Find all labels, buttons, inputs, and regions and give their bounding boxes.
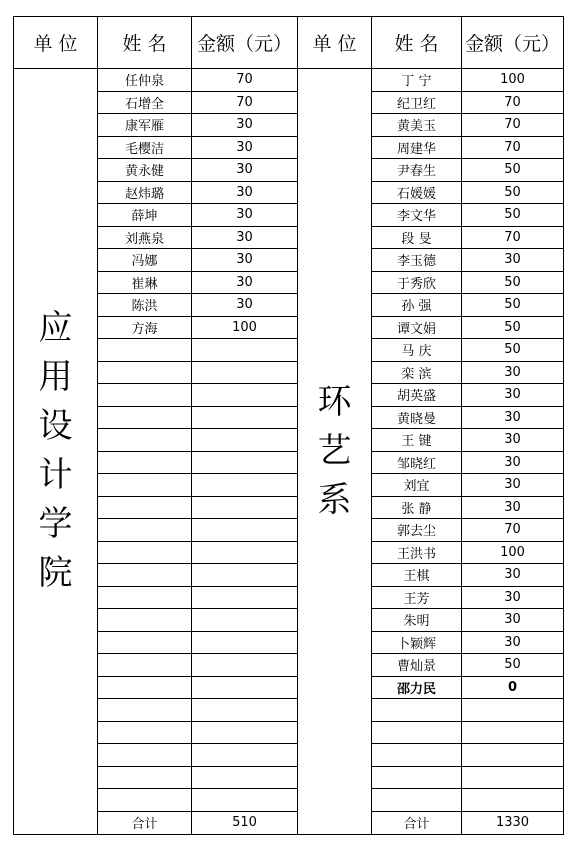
right-amount-cell: 50 [462, 654, 564, 677]
unit-right-label: 环艺系 [317, 381, 352, 520]
right-name-cell [372, 699, 462, 722]
left-name-cell: 薛坤 [98, 204, 192, 227]
left-name-cell [98, 564, 192, 587]
right-amount-cell: 70 [462, 91, 564, 114]
right-name-cell: 王洪书 [372, 541, 462, 564]
left-name-cell: 黄永健 [98, 159, 192, 182]
right-name-cell: 王 键 [372, 429, 462, 452]
left-total-amount: 510 [192, 811, 298, 834]
right-name-cell: 胡英盛 [372, 384, 462, 407]
left-name-cell [98, 766, 192, 789]
left-name-cell: 陈洪 [98, 294, 192, 317]
right-amount-cell: 30 [462, 406, 564, 429]
left-amount-cell [192, 451, 298, 474]
left-amount-cell: 30 [192, 249, 298, 272]
left-name-cell [98, 451, 192, 474]
table-body [14, 69, 564, 835]
left-amount-cell [192, 564, 298, 587]
right-name-cell: 王棋 [372, 564, 462, 587]
left-name-cell: 崔琳 [98, 271, 192, 294]
right-amount-cell: 50 [462, 294, 564, 317]
right-amount-cell: 50 [462, 159, 564, 182]
right-name-cell: 王芳 [372, 586, 462, 609]
right-amount-cell: 70 [462, 519, 564, 542]
right-amount-cell: 100 [462, 541, 564, 564]
left-amount-cell: 70 [192, 69, 298, 92]
right-total-amount: 1330 [462, 811, 564, 834]
left-name-cell [98, 609, 192, 632]
left-name-cell: 毛樱洁 [98, 136, 192, 159]
right-name-cell: 栾 滨 [372, 361, 462, 384]
right-name-cell: 卜颖辉 [372, 631, 462, 654]
right-amount-cell: 30 [462, 609, 564, 632]
header-unit-right: 单 位 [298, 17, 372, 69]
left-name-cell [98, 339, 192, 362]
right-name-cell: 段 旻 [372, 226, 462, 249]
left-name-cell [98, 474, 192, 497]
left-amount-cell [192, 361, 298, 384]
left-name-cell: 冯娜 [98, 249, 192, 272]
right-total-label: 合计 [372, 811, 462, 834]
left-amount-cell [192, 654, 298, 677]
right-name-cell: 纪卫红 [372, 91, 462, 114]
header-amount-right: 金额（元） [462, 17, 564, 69]
right-name-cell: 谭文娟 [372, 316, 462, 339]
left-name-cell [98, 361, 192, 384]
left-name-cell [98, 384, 192, 407]
right-name-cell: 石媛媛 [372, 181, 462, 204]
right-name-cell: 李玉德 [372, 249, 462, 272]
right-amount-cell: 30 [462, 496, 564, 519]
right-amount-cell: 70 [462, 136, 564, 159]
left-name-cell [98, 586, 192, 609]
left-name-cell [98, 699, 192, 722]
left-total-label: 合计 [98, 811, 192, 834]
left-name-cell [98, 721, 192, 744]
right-amount-cell: 30 [462, 451, 564, 474]
left-name-cell [98, 654, 192, 677]
right-name-cell [372, 766, 462, 789]
left-name-cell [98, 541, 192, 564]
left-amount-cell [192, 699, 298, 722]
right-name-cell: 黄晓曼 [372, 406, 462, 429]
right-amount-cell: 30 [462, 384, 564, 407]
right-amount-cell: 30 [462, 249, 564, 272]
left-amount-cell [192, 586, 298, 609]
right-name-cell: 马 庆 [372, 339, 462, 362]
left-amount-cell: 30 [192, 271, 298, 294]
left-amount-cell [192, 496, 298, 519]
right-amount-cell [462, 766, 564, 789]
right-amount-cell: 30 [462, 631, 564, 654]
right-amount-cell: 50 [462, 339, 564, 362]
right-name-cell: 张 静 [372, 496, 462, 519]
left-amount-cell [192, 429, 298, 452]
right-name-cell: 刘宜 [372, 474, 462, 497]
left-amount-cell: 30 [192, 226, 298, 249]
header-name-left: 姓 名 [98, 17, 192, 69]
left-amount-cell: 70 [192, 91, 298, 114]
left-amount-cell: 30 [192, 136, 298, 159]
right-amount-cell [462, 699, 564, 722]
left-amount-cell: 30 [192, 114, 298, 137]
table-row [14, 69, 564, 92]
left-name-cell [98, 631, 192, 654]
right-name-cell: 朱明 [372, 609, 462, 632]
right-name-cell: 邵力民 [372, 676, 462, 699]
unit-left [14, 69, 98, 835]
right-amount-cell [462, 744, 564, 767]
left-name-cell: 刘燕泉 [98, 226, 192, 249]
right-amount-cell: 30 [462, 474, 564, 497]
right-name-cell: 孙 强 [372, 294, 462, 317]
left-name-cell: 赵炜璐 [98, 181, 192, 204]
right-name-cell [372, 744, 462, 767]
left-amount-cell: 100 [192, 316, 298, 339]
right-name-cell [372, 789, 462, 812]
left-amount-cell [192, 541, 298, 564]
left-name-cell [98, 519, 192, 542]
right-amount-cell: 30 [462, 361, 564, 384]
right-amount-cell: 30 [462, 564, 564, 587]
left-amount-cell [192, 406, 298, 429]
right-name-cell: 于秀欣 [372, 271, 462, 294]
left-amount-cell: 30 [192, 204, 298, 227]
left-amount-cell [192, 744, 298, 767]
right-amount-cell: 100 [462, 69, 564, 92]
right-name-cell: 曹灿景 [372, 654, 462, 677]
right-name-cell: 李文华 [372, 204, 462, 227]
left-amount-cell [192, 384, 298, 407]
right-name-cell: 尹春生 [372, 159, 462, 182]
left-amount-cell: 30 [192, 294, 298, 317]
left-amount-cell [192, 631, 298, 654]
header-amount-left: 金额（元） [192, 17, 298, 69]
right-amount-cell: 30 [462, 586, 564, 609]
left-amount-cell: 30 [192, 181, 298, 204]
right-amount-cell: 50 [462, 204, 564, 227]
right-amount-cell: 70 [462, 114, 564, 137]
left-name-cell: 方海 [98, 316, 192, 339]
header-row [14, 17, 564, 69]
left-amount-cell [192, 339, 298, 362]
header-unit-left: 单 位 [14, 17, 98, 69]
right-name-cell: 郭去尘 [372, 519, 462, 542]
left-name-cell [98, 496, 192, 519]
left-amount-cell [192, 609, 298, 632]
right-amount-cell: 70 [462, 226, 564, 249]
left-name-cell [98, 789, 192, 812]
left-amount-cell [192, 519, 298, 542]
right-amount-cell [462, 789, 564, 812]
unit-right [298, 69, 372, 835]
right-amount-cell [462, 721, 564, 744]
left-name-cell [98, 406, 192, 429]
right-name-cell: 邹晓红 [372, 451, 462, 474]
left-name-cell [98, 676, 192, 699]
left-amount-cell [192, 721, 298, 744]
header-name-right: 姓 名 [372, 17, 462, 69]
right-amount-cell: 0 [462, 676, 564, 699]
unit-left-label: 应用设计学院 [38, 308, 73, 594]
left-amount-cell [192, 789, 298, 812]
right-amount-cell: 50 [462, 271, 564, 294]
left-name-cell: 任仲泉 [98, 69, 192, 92]
right-name-cell [372, 721, 462, 744]
right-amount-cell: 50 [462, 181, 564, 204]
left-name-cell [98, 744, 192, 767]
left-amount-cell [192, 474, 298, 497]
left-name-cell: 石增全 [98, 91, 192, 114]
right-name-cell: 周建华 [372, 136, 462, 159]
right-amount-cell: 30 [462, 429, 564, 452]
left-amount-cell [192, 766, 298, 789]
left-name-cell [98, 429, 192, 452]
right-name-cell: 丁 宁 [372, 69, 462, 92]
right-name-cell: 黄美玉 [372, 114, 462, 137]
left-amount-cell: 30 [192, 159, 298, 182]
left-name-cell: 康军雁 [98, 114, 192, 137]
right-amount-cell: 50 [462, 316, 564, 339]
donation-table [13, 16, 564, 835]
left-amount-cell [192, 676, 298, 699]
